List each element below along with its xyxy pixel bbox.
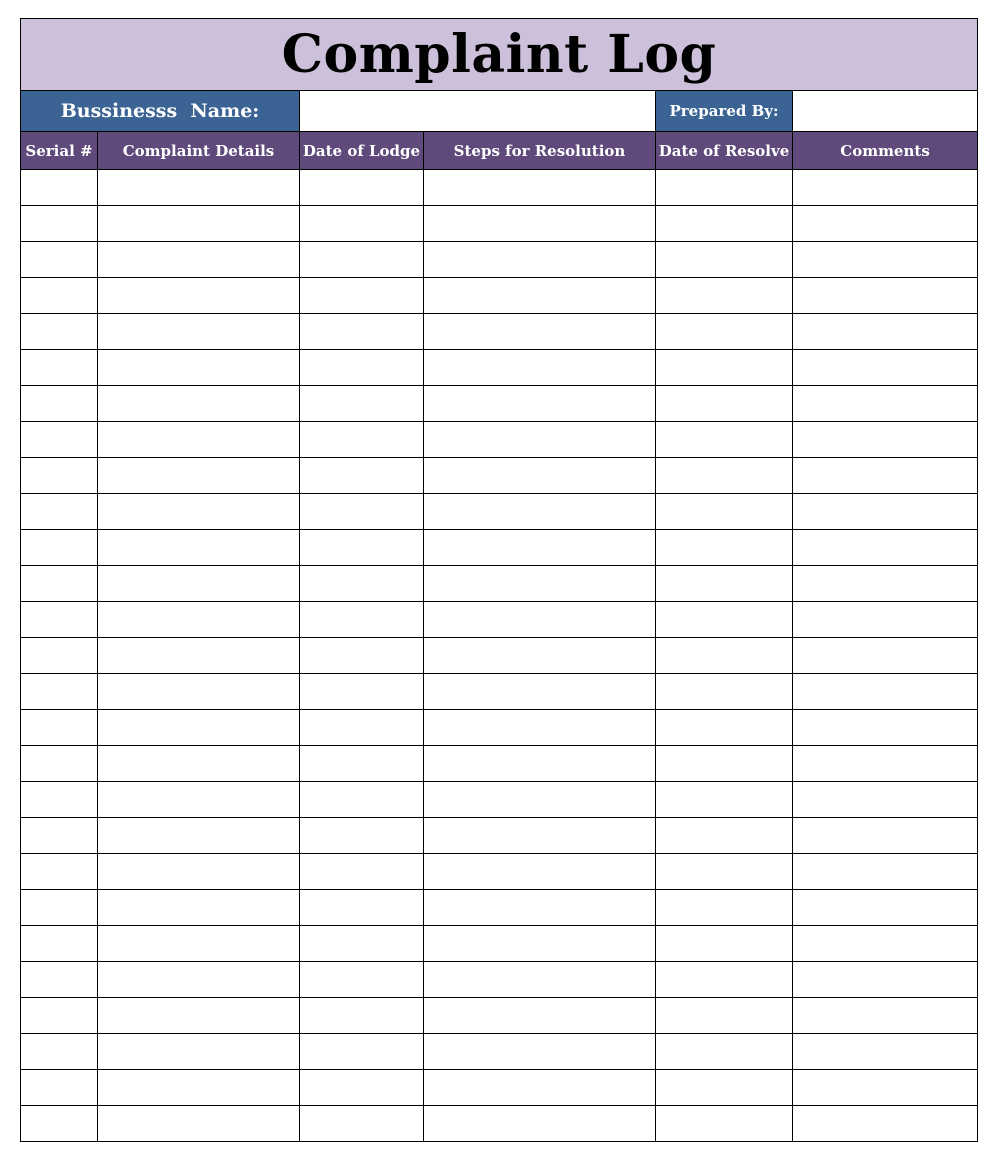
table-cell-steps-for-resolution[interactable] <box>424 1106 656 1142</box>
table-row <box>21 350 978 386</box>
table-cell-date-of-lodge[interactable] <box>300 314 424 350</box>
table-cell-complaint-details[interactable] <box>98 242 300 278</box>
table-row <box>21 854 978 890</box>
table-row <box>21 782 978 818</box>
table-cell-serial[interactable] <box>21 314 98 350</box>
table-cell-complaint-details[interactable] <box>98 602 300 638</box>
table-cell-steps-for-resolution[interactable] <box>424 386 656 422</box>
table-cell-complaint-details[interactable] <box>98 746 300 782</box>
table-cell-comments[interactable] <box>793 926 978 962</box>
table-row <box>21 1106 978 1142</box>
table-row <box>21 314 978 350</box>
table-cell-complaint-details[interactable] <box>98 1106 300 1142</box>
table-cell-steps-for-resolution[interactable] <box>424 638 656 674</box>
table-cell-comments[interactable] <box>793 962 978 998</box>
table-cell-date-of-lodge[interactable] <box>300 710 424 746</box>
table-cell-comments[interactable] <box>793 674 978 710</box>
table-cell-date-of-resolve[interactable] <box>656 170 793 206</box>
table-cell-date-of-lodge[interactable] <box>300 530 424 566</box>
table-row <box>21 494 978 530</box>
table-row <box>21 242 978 278</box>
table-cell-serial[interactable] <box>21 1106 98 1142</box>
page-title: Complaint Log <box>21 19 978 91</box>
table-cell-date-of-resolve[interactable] <box>656 962 793 998</box>
table-cell-steps-for-resolution[interactable] <box>424 854 656 890</box>
table-cell-date-of-resolve[interactable] <box>656 782 793 818</box>
table-cell-date-of-resolve[interactable] <box>656 1034 793 1070</box>
table-cell-serial[interactable] <box>21 278 98 314</box>
table-cell-date-of-resolve[interactable] <box>656 494 793 530</box>
table-cell-serial[interactable] <box>21 1070 98 1106</box>
table-cell-complaint-details[interactable] <box>98 278 300 314</box>
table-cell-complaint-details[interactable] <box>98 818 300 854</box>
table-cell-steps-for-resolution[interactable] <box>424 998 656 1034</box>
table-cell-date-of-lodge[interactable] <box>300 1034 424 1070</box>
table-cell-steps-for-resolution[interactable] <box>424 530 656 566</box>
table-cell-comments[interactable] <box>793 1034 978 1070</box>
table-cell-date-of-resolve[interactable] <box>656 710 793 746</box>
table-cell-date-of-resolve[interactable] <box>656 422 793 458</box>
table-cell-steps-for-resolution[interactable] <box>424 314 656 350</box>
table-cell-date-of-resolve[interactable] <box>656 1070 793 1106</box>
business-name-label: Bussinesss Name: <box>21 91 300 132</box>
table-cell-steps-for-resolution[interactable] <box>424 782 656 818</box>
table-cell-complaint-details[interactable] <box>98 1034 300 1070</box>
table-cell-complaint-details[interactable] <box>98 530 300 566</box>
table-cell-date-of-lodge[interactable] <box>300 818 424 854</box>
table-cell-date-of-lodge[interactable] <box>300 782 424 818</box>
table-cell-complaint-details[interactable] <box>98 386 300 422</box>
table-cell-date-of-lodge[interactable] <box>300 566 424 602</box>
table-cell-comments[interactable] <box>793 854 978 890</box>
table-cell-date-of-resolve[interactable] <box>656 314 793 350</box>
table-cell-serial[interactable] <box>21 566 98 602</box>
table-cell-complaint-details[interactable] <box>98 494 300 530</box>
table-cell-date-of-resolve[interactable] <box>656 926 793 962</box>
table-cell-serial[interactable] <box>21 638 98 674</box>
table-cell-comments[interactable] <box>793 602 978 638</box>
table-cell-date-of-lodge[interactable] <box>300 890 424 926</box>
table-cell-comments[interactable] <box>793 566 978 602</box>
table-cell-complaint-details[interactable] <box>98 206 300 242</box>
table-cell-steps-for-resolution[interactable] <box>424 746 656 782</box>
table-cell-complaint-details[interactable] <box>98 422 300 458</box>
table-cell-serial[interactable] <box>21 494 98 530</box>
table-row <box>21 710 978 746</box>
table-cell-date-of-lodge[interactable] <box>300 494 424 530</box>
table-cell-date-of-lodge[interactable] <box>300 458 424 494</box>
table-cell-comments[interactable] <box>793 998 978 1034</box>
table-cell-steps-for-resolution[interactable] <box>424 710 656 746</box>
table-cell-complaint-details[interactable] <box>98 962 300 998</box>
table-cell-date-of-resolve[interactable] <box>656 530 793 566</box>
table-cell-date-of-lodge[interactable] <box>300 854 424 890</box>
table-cell-serial[interactable] <box>21 530 98 566</box>
table-cell-date-of-lodge[interactable] <box>300 998 424 1034</box>
table-cell-steps-for-resolution[interactable] <box>424 962 656 998</box>
table-row <box>21 386 978 422</box>
table-cell-comments[interactable] <box>793 350 978 386</box>
complaint-log-table <box>20 18 978 1142</box>
table-cell-date-of-resolve[interactable] <box>656 854 793 890</box>
table-cell-serial[interactable] <box>21 242 98 278</box>
table-cell-serial[interactable] <box>21 746 98 782</box>
table-cell-serial[interactable] <box>21 890 98 926</box>
table-cell-complaint-details[interactable] <box>98 314 300 350</box>
title-row <box>21 19 978 91</box>
column-header-steps-for-resolution: Steps for Resolution <box>424 132 656 170</box>
table-cell-comments[interactable] <box>793 782 978 818</box>
table-cell-steps-for-resolution[interactable] <box>424 1034 656 1070</box>
table-cell-steps-for-resolution[interactable] <box>424 422 656 458</box>
table-cell-serial[interactable] <box>21 458 98 494</box>
table-cell-comments[interactable] <box>793 206 978 242</box>
table-cell-serial[interactable] <box>21 710 98 746</box>
table-cell-comments[interactable] <box>793 458 978 494</box>
table-cell-date-of-resolve[interactable] <box>656 818 793 854</box>
table-cell-comments[interactable] <box>793 890 978 926</box>
table-cell-serial[interactable] <box>21 674 98 710</box>
table-cell-complaint-details[interactable] <box>98 638 300 674</box>
table-cell-steps-for-resolution[interactable] <box>424 206 656 242</box>
table-cell-serial[interactable] <box>21 206 98 242</box>
table-cell-date-of-resolve[interactable] <box>656 638 793 674</box>
table-cell-date-of-lodge[interactable] <box>300 206 424 242</box>
table-cell-comments[interactable] <box>793 1070 978 1106</box>
table-cell-serial[interactable] <box>21 350 98 386</box>
table-cell-date-of-resolve[interactable] <box>656 242 793 278</box>
table-cell-serial[interactable] <box>21 422 98 458</box>
table-cell-date-of-lodge[interactable] <box>300 422 424 458</box>
table-cell-comments[interactable] <box>793 314 978 350</box>
table-cell-comments[interactable] <box>793 530 978 566</box>
table-cell-date-of-resolve[interactable] <box>656 998 793 1034</box>
table-cell-steps-for-resolution[interactable] <box>424 494 656 530</box>
table-cell-date-of-resolve[interactable] <box>656 890 793 926</box>
table-cell-date-of-lodge[interactable] <box>300 638 424 674</box>
prepared-by-field[interactable] <box>793 91 978 132</box>
table-cell-steps-for-resolution[interactable] <box>424 926 656 962</box>
table-cell-complaint-details[interactable] <box>98 350 300 386</box>
column-header-row <box>21 132 978 170</box>
column-header-serial: Serial # <box>21 132 98 170</box>
table-row <box>21 638 978 674</box>
table-cell-complaint-details[interactable] <box>98 674 300 710</box>
table-cell-comments[interactable] <box>793 638 978 674</box>
info-row <box>21 91 978 132</box>
table-row <box>21 458 978 494</box>
table-cell-complaint-details[interactable] <box>98 782 300 818</box>
column-header-date-of-resolve: Date of Resolve <box>656 132 793 170</box>
table-cell-date-of-lodge[interactable] <box>300 1070 424 1106</box>
table-cell-comments[interactable] <box>793 818 978 854</box>
table-cell-steps-for-resolution[interactable] <box>424 350 656 386</box>
table-cell-date-of-lodge[interactable] <box>300 350 424 386</box>
table-row <box>21 1034 978 1070</box>
table-cell-date-of-lodge[interactable] <box>300 962 424 998</box>
table-cell-steps-for-resolution[interactable] <box>424 674 656 710</box>
table-cell-date-of-lodge[interactable] <box>300 170 424 206</box>
table-cell-comments[interactable] <box>793 1106 978 1142</box>
table-cell-serial[interactable] <box>21 818 98 854</box>
table-cell-steps-for-resolution[interactable] <box>424 278 656 314</box>
table-cell-date-of-lodge[interactable] <box>300 278 424 314</box>
table-cell-date-of-resolve[interactable] <box>656 278 793 314</box>
table-cell-steps-for-resolution[interactable] <box>424 890 656 926</box>
table-cell-date-of-resolve[interactable] <box>656 350 793 386</box>
table-cell-comments[interactable] <box>793 422 978 458</box>
table-cell-date-of-lodge[interactable] <box>300 602 424 638</box>
table-cell-steps-for-resolution[interactable] <box>424 170 656 206</box>
table-cell-complaint-details[interactable] <box>98 1070 300 1106</box>
table-row <box>21 926 978 962</box>
table-cell-complaint-details[interactable] <box>98 998 300 1034</box>
table-cell-steps-for-resolution[interactable] <box>424 818 656 854</box>
table-cell-date-of-lodge[interactable] <box>300 926 424 962</box>
table-cell-steps-for-resolution[interactable] <box>424 242 656 278</box>
prepared-by-label: Prepared By: <box>656 91 793 132</box>
table-cell-date-of-resolve[interactable] <box>656 746 793 782</box>
table-row <box>21 818 978 854</box>
table-cell-serial[interactable] <box>21 962 98 998</box>
table-cell-complaint-details[interactable] <box>98 710 300 746</box>
table-cell-date-of-lodge[interactable] <box>300 242 424 278</box>
table-row <box>21 998 978 1034</box>
table-cell-date-of-lodge[interactable] <box>300 386 424 422</box>
table-row <box>21 1070 978 1106</box>
table-row <box>21 566 978 602</box>
table-row <box>21 962 978 998</box>
column-header-complaint-details: Complaint Details <box>98 132 300 170</box>
table-cell-complaint-details[interactable] <box>98 170 300 206</box>
column-header-comments: Comments <box>793 132 978 170</box>
table-cell-complaint-details[interactable] <box>98 890 300 926</box>
column-header-date-of-lodge: Date of Lodge <box>300 132 424 170</box>
table-cell-serial[interactable] <box>21 926 98 962</box>
table-cell-steps-for-resolution[interactable] <box>424 602 656 638</box>
table-cell-date-of-resolve[interactable] <box>656 458 793 494</box>
table-row <box>21 746 978 782</box>
table-cell-date-of-resolve[interactable] <box>656 674 793 710</box>
table-cell-comments[interactable] <box>793 386 978 422</box>
table-cell-date-of-resolve[interactable] <box>656 602 793 638</box>
business-name-field[interactable] <box>300 91 656 132</box>
table-row <box>21 674 978 710</box>
table-cell-date-of-lodge[interactable] <box>300 746 424 782</box>
table-row <box>21 890 978 926</box>
table-cell-complaint-details[interactable] <box>98 926 300 962</box>
table-cell-comments[interactable] <box>793 494 978 530</box>
table-row <box>21 602 978 638</box>
table-cell-comments[interactable] <box>793 170 978 206</box>
table-cell-serial[interactable] <box>21 386 98 422</box>
table-row <box>21 278 978 314</box>
table-cell-comments[interactable] <box>793 242 978 278</box>
table-cell-date-of-lodge[interactable] <box>300 1106 424 1142</box>
table-cell-serial[interactable] <box>21 782 98 818</box>
table-cell-complaint-details[interactable] <box>98 566 300 602</box>
table-cell-serial[interactable] <box>21 998 98 1034</box>
table-cell-comments[interactable] <box>793 746 978 782</box>
table-cell-date-of-resolve[interactable] <box>656 386 793 422</box>
table-cell-date-of-lodge[interactable] <box>300 674 424 710</box>
table-cell-comments[interactable] <box>793 278 978 314</box>
table-cell-serial[interactable] <box>21 602 98 638</box>
table-cell-steps-for-resolution[interactable] <box>424 1070 656 1106</box>
table-row <box>21 422 978 458</box>
table-row <box>21 530 978 566</box>
table-cell-serial[interactable] <box>21 1034 98 1070</box>
table-cell-comments[interactable] <box>793 710 978 746</box>
table-cell-date-of-resolve[interactable] <box>656 1106 793 1142</box>
table-cell-steps-for-resolution[interactable] <box>424 458 656 494</box>
table-cell-complaint-details[interactable] <box>98 854 300 890</box>
table-row <box>21 170 978 206</box>
table-cell-complaint-details[interactable] <box>98 458 300 494</box>
table-cell-serial[interactable] <box>21 854 98 890</box>
table-cell-date-of-resolve[interactable] <box>656 206 793 242</box>
table-cell-date-of-resolve[interactable] <box>656 566 793 602</box>
table-cell-serial[interactable] <box>21 170 98 206</box>
table-cell-steps-for-resolution[interactable] <box>424 566 656 602</box>
table-row <box>21 206 978 242</box>
